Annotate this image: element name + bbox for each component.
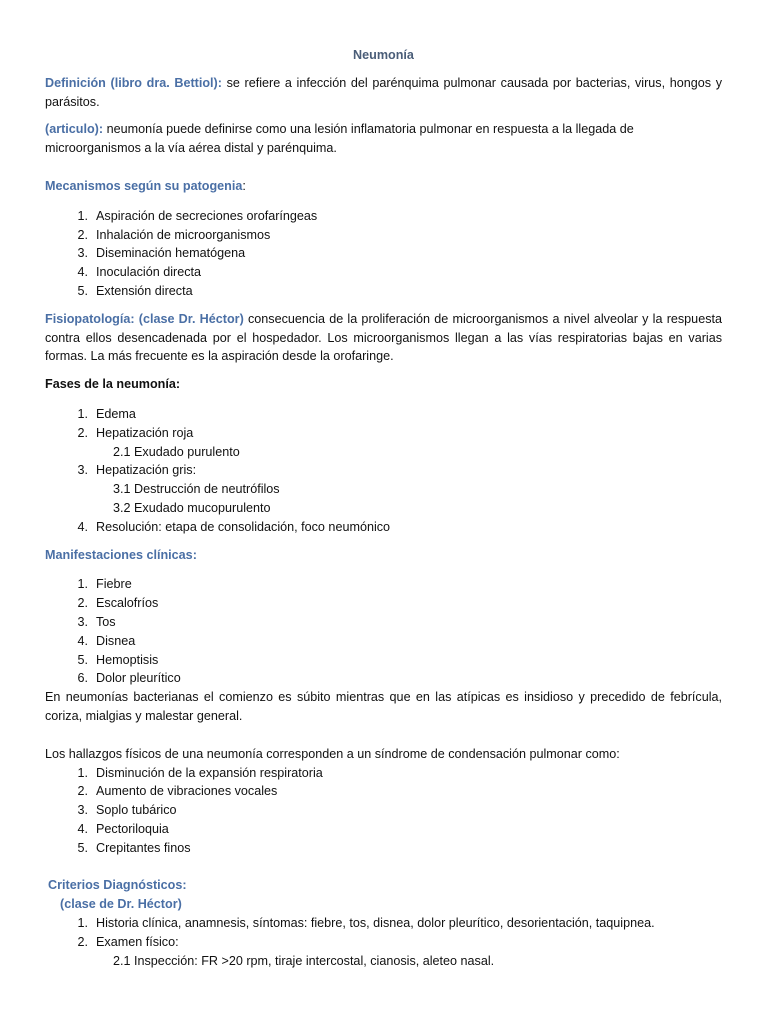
list-item — [45, 575, 722, 594]
mecanismos-heading: Mecanismos según su patogenia: — [45, 178, 246, 193]
list-item-number: 6. — [77, 671, 88, 686]
list-item-number: 2. — [77, 425, 88, 440]
manifestaciones-list — [45, 575, 722, 688]
list-item-text: Aspiración de secreciones orofaríngeas — [96, 208, 318, 223]
list-item — [45, 914, 722, 933]
list-item-number: 1. — [77, 577, 88, 592]
list-item-text: Pectoriloquia — [96, 821, 169, 836]
list-item — [45, 801, 722, 820]
criterios-subheading: (clase de Dr. Héctor) — [60, 897, 182, 912]
fases-heading: Fases de la neumonía: — [45, 377, 181, 392]
list-item-number: 2. — [77, 784, 88, 799]
list-item-text: Inoculación directa — [96, 265, 202, 280]
list-item — [45, 820, 722, 839]
list-item-number: 1. — [77, 208, 88, 223]
list-item-text: Edema — [96, 406, 136, 421]
sub-list-item: 2.1 Exudado purulento — [113, 444, 240, 459]
criterios-list — [45, 914, 722, 970]
list-item — [45, 226, 722, 245]
list-item-number: 4. — [77, 633, 88, 648]
list-item-number: 1. — [77, 916, 88, 931]
list-item — [45, 669, 722, 688]
list-item — [45, 461, 722, 480]
document-title: Neumonía — [353, 48, 414, 62]
list-item — [45, 594, 722, 613]
list-item — [45, 651, 722, 670]
articulo-label: (articulo): — [45, 122, 104, 137]
list-item-text: Inhalación de microorganismos — [96, 227, 271, 242]
list-item-text: Resolución: etapa de consolidación, foco neumónico — [96, 519, 391, 534]
list-item-text: Examen físico: — [96, 934, 179, 949]
list-item-number: 5. — [77, 840, 88, 855]
list-item-number: 3. — [77, 614, 88, 629]
list-item-text: Aumento de vibraciones vocales — [96, 784, 278, 799]
hallazgos-intro: Los hallazgos físicos de una neumonía corresponden a un síndrome de condensación pulmonar como: — [45, 746, 620, 761]
list-item-text: Extensión directa — [96, 283, 193, 298]
list-item-number: 3. — [77, 246, 88, 261]
list-item — [45, 518, 722, 537]
list-item-text: Crepitantes finos — [96, 840, 191, 855]
list-item-text: Dolor pleurítico — [96, 671, 181, 686]
manifestaciones-paragraph: En neumonías bacterianas el comienzo es súbito mientras que en las atípicas es insidioso y precedido de febrícula, coriza, mialgias y malestar general. — [45, 690, 722, 723]
list-item-number: 5. — [77, 652, 88, 667]
list-item-number: 5. — [77, 283, 88, 298]
list-item-text: Hepatización roja — [96, 425, 194, 440]
list-item-text: Soplo tubárico — [96, 803, 177, 818]
list-item-text: Hepatización gris: — [96, 463, 197, 478]
list-item-text: Hemoptisis — [96, 652, 159, 667]
fisiopatologia-label: Fisiopatología: (clase Dr. Héctor) — [45, 311, 244, 326]
list-item-number: 2. — [77, 596, 88, 611]
sub-list-item: 2.1 Inspección: FR >20 rpm, tiraje intercostal, cianosis, aleteo nasal. — [113, 953, 495, 968]
list-item-number: 4. — [77, 519, 88, 534]
definicion-label: Definición (libro dra. Bettiol): — [45, 75, 222, 90]
fases-list — [45, 405, 722, 537]
articulo-text-2: microorganismos a la vía aérea distal y parénquima. — [45, 141, 337, 156]
list-item-text: Diseminación hematógena — [96, 246, 246, 261]
list-item — [45, 613, 722, 632]
list-item-number: 2. — [77, 934, 88, 949]
list-item-number: 3. — [77, 803, 88, 818]
list-item — [45, 207, 722, 226]
list-item-number: 2. — [77, 227, 88, 242]
list-item — [45, 244, 722, 263]
list-item-text: Escalofríos — [96, 596, 159, 611]
list-item-text: Disminución de la expansión respiratoria — [96, 765, 323, 780]
list-item-number: 4. — [77, 265, 88, 280]
definicion-text: se refiere a infección del parénquima pulmonar causada por bacterias, virus, hongos y parásitos. — [45, 75, 722, 109]
list-item-number: 3. — [77, 463, 88, 478]
definicion-paragraph — [45, 74, 722, 112]
list-item — [45, 839, 722, 858]
list-item — [45, 424, 722, 443]
articulo-paragraph — [45, 120, 722, 158]
fisiopatologia-text: consecuencia de la proliferación de microorganismos a nivel alveolar y la respuesta contra ellos desencadenada por el hospedador. Los microorganismos llegan a las vías respiratorias bajas en varias formas. La más frecuente es la aspiración desde la orofaringe. — [45, 311, 722, 364]
list-item — [45, 632, 722, 651]
mecanismos-list — [45, 207, 722, 301]
fisiopatologia-paragraph — [45, 310, 722, 366]
list-item-text: Tos — [96, 614, 116, 629]
list-item — [45, 263, 722, 282]
list-item-text: Historia clínica, anamnesis, síntomas: fiebre, tos, disnea, dolor pleurítico, desorientación, taquipnea. — [96, 916, 655, 931]
list-item-number: 1. — [77, 765, 88, 780]
criterios-heading: Criterios Diagnósticos: — [48, 878, 187, 893]
document-body — [45, 46, 722, 970]
list-item — [45, 764, 722, 783]
manifestaciones-heading: Manifestaciones clínicas: — [45, 547, 197, 562]
list-item-text: Disnea — [96, 633, 136, 648]
list-item — [45, 282, 722, 301]
list-item-number: 1. — [77, 406, 88, 421]
list-item-text: Fiebre — [96, 577, 132, 592]
articulo-text-1: neumonía puede definirse como una lesión inflamatoria pulmonar en respuesta a la llegada de — [103, 122, 634, 137]
list-item-number: 4. — [77, 821, 88, 836]
hallazgos-list — [45, 764, 722, 858]
sub-list-item: 3.2 Exudado mucopurulento — [113, 500, 271, 515]
list-item — [45, 933, 722, 952]
sub-list-item: 3.1 Destrucción de neutrófilos — [113, 482, 280, 497]
list-item — [45, 405, 722, 424]
list-item — [45, 782, 722, 801]
